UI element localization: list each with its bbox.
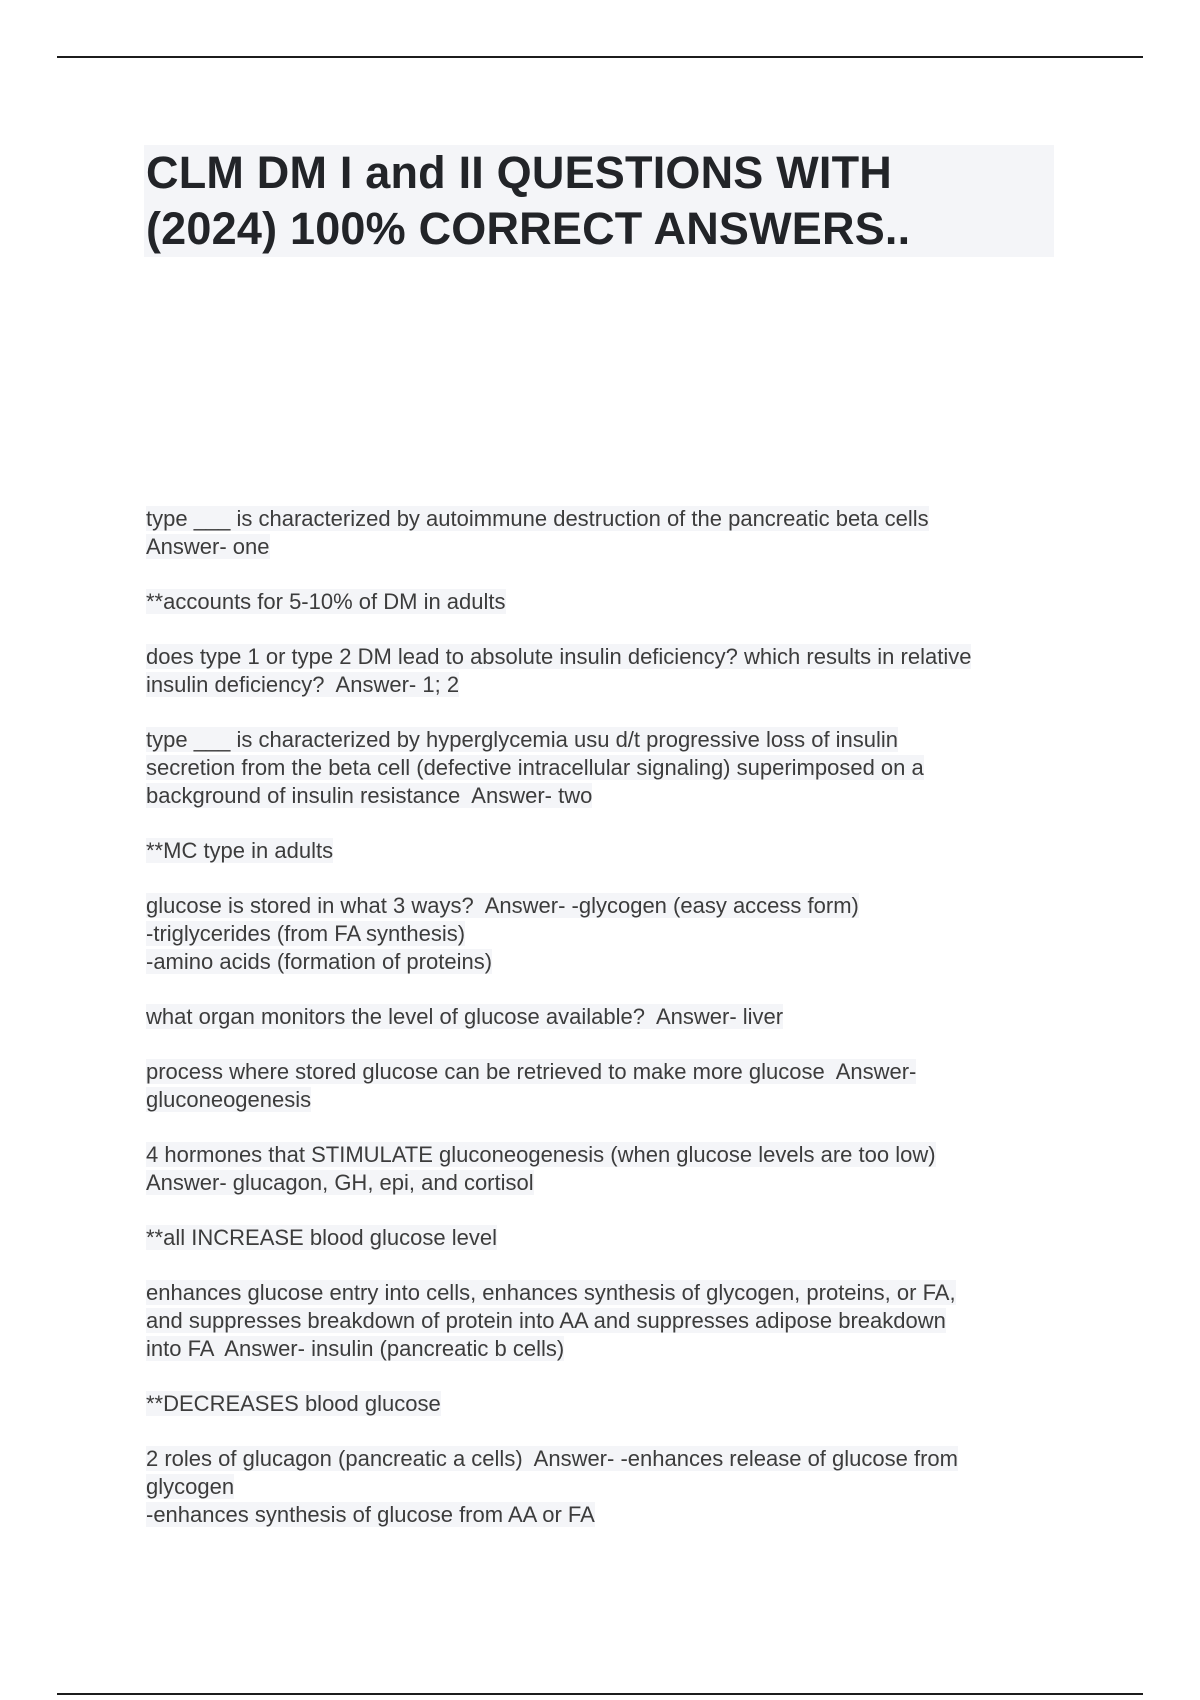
qa-line <box>146 1390 1066 1418</box>
qa-line <box>146 671 1066 699</box>
qa-line-text: does type 1 or type 2 DM lead to absolute insulin deficiency? which results in relative <box>146 644 972 669</box>
qa-line-text: process where stored glucose can be retrieved to make more glucose Answer- <box>146 1059 917 1084</box>
qa-line <box>146 892 1066 920</box>
title-line: CLM DM I and II QUESTIONS WITH <box>146 147 892 198</box>
qa-line <box>146 754 1066 782</box>
qa-line <box>146 1445 1066 1473</box>
qa-line-text: **DECREASES blood glucose <box>146 1391 441 1416</box>
qa-line <box>146 920 1066 948</box>
qa-line <box>146 837 1066 865</box>
qa-paragraph <box>146 1224 1066 1252</box>
qa-line-text: secretion from the beta cell (defective intracellular signaling) superimposed on a <box>146 755 924 780</box>
qa-line <box>146 782 1066 810</box>
qa-line <box>146 1086 1066 1114</box>
qa-line-text: -enhances synthesis of glucose from AA or FA <box>146 1502 595 1527</box>
qa-paragraph <box>146 1003 1066 1031</box>
qa-line <box>146 1224 1066 1252</box>
qa-line-text: 2 roles of glucagon (pancreatic a cells) Answer- -enhances release of glucose from <box>146 1446 958 1471</box>
qa-paragraph <box>146 726 1066 810</box>
qa-line <box>146 1141 1066 1169</box>
qa-paragraph <box>146 505 1066 561</box>
qa-line-text: glucose is stored in what 3 ways? Answer- -glycogen (easy access form) <box>146 893 859 918</box>
qa-line-text: insulin deficiency? Answer- 1; 2 <box>146 672 460 697</box>
qa-line <box>146 1335 1066 1363</box>
qa-paragraph <box>146 643 1066 699</box>
qa-line-text: background of insulin resistance Answer- two <box>146 783 593 808</box>
qa-line-text: **MC type in adults <box>146 838 334 863</box>
qa-line-text: Answer- one <box>146 534 270 559</box>
qa-line <box>146 533 1066 561</box>
qa-line <box>146 726 1066 754</box>
qa-line-text: glycogen <box>146 1474 235 1499</box>
qa-line <box>146 1473 1066 1501</box>
qa-line-text: type ___ is characterized by autoimmune destruction of the pancreatic beta cells <box>146 506 929 531</box>
qa-paragraph <box>146 1279 1066 1363</box>
qa-line-text: enhances glucose entry into cells, enhances synthesis of glycogen, proteins, or FA, <box>146 1280 956 1305</box>
page-title <box>146 145 1046 257</box>
qa-line <box>146 1501 1066 1529</box>
qa-line <box>146 1058 1066 1086</box>
qa-line-text: Answer- glucagon, GH, epi, and cortisol <box>146 1170 534 1195</box>
qa-line-text: **accounts for 5-10% of DM in adults <box>146 589 506 614</box>
qa-line-text: type ___ is characterized by hyperglycemia usu d/t progressive loss of insulin <box>146 727 899 752</box>
qa-line <box>146 643 1066 671</box>
qa-paragraph <box>146 837 1066 865</box>
qa-line <box>146 1169 1066 1197</box>
qa-line <box>146 1279 1066 1307</box>
title-line: (2024) 100% CORRECT ANSWERS.. <box>146 203 911 254</box>
qa-line-text: **all INCREASE blood glucose level <box>146 1225 497 1250</box>
qa-paragraph <box>146 588 1066 616</box>
qa-line <box>146 588 1066 616</box>
qa-line-text: -triglycerides (from FA synthesis) <box>146 921 466 946</box>
qa-paragraph <box>146 1141 1066 1197</box>
qa-content <box>146 505 1066 1556</box>
qa-line-text: into FA Answer- insulin (pancreatic b cells) <box>146 1336 565 1361</box>
qa-line-text: what organ monitors the level of glucose available? Answer- liver <box>146 1004 784 1029</box>
qa-line <box>146 948 1066 976</box>
qa-line <box>146 1307 1066 1335</box>
qa-paragraph <box>146 1058 1066 1114</box>
qa-line <box>146 1003 1066 1031</box>
bottom-rule <box>57 1693 1143 1695</box>
top-rule <box>57 56 1143 58</box>
qa-line-text: and suppresses breakdown of protein into AA and suppresses adipose breakdown <box>146 1308 946 1333</box>
qa-line-text: -amino acids (formation of proteins) <box>146 949 493 974</box>
qa-line-text: 4 hormones that STIMULATE gluconeogenesis (when glucose levels are too low) <box>146 1142 936 1167</box>
qa-paragraph <box>146 892 1066 976</box>
qa-paragraph <box>146 1445 1066 1529</box>
qa-paragraph <box>146 1390 1066 1418</box>
qa-line-text: gluconeogenesis <box>146 1087 312 1112</box>
qa-line <box>146 505 1066 533</box>
